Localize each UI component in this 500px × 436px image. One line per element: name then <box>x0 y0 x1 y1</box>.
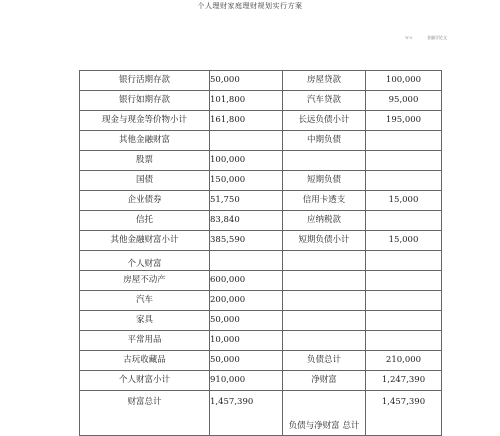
asset-value: 200,000 <box>210 291 283 311</box>
table-row <box>80 211 442 231</box>
liability-value <box>366 331 442 351</box>
table-row <box>80 191 442 211</box>
table-row-total <box>80 391 442 436</box>
liability-label <box>283 331 366 351</box>
liability-value <box>366 211 442 231</box>
liability-label <box>283 271 366 291</box>
asset-total-label: 财富总计 <box>80 391 210 436</box>
liability-value: 1,247,390 <box>366 371 442 391</box>
asset-value <box>210 251 283 271</box>
asset-label: 古玩收藏品 <box>80 351 210 371</box>
liability-label: 中期负债 <box>283 131 366 151</box>
table-row <box>80 351 442 371</box>
asset-value: 101,800 <box>210 91 283 111</box>
liability-value <box>366 311 442 331</box>
asset-value: 50,000 <box>210 311 283 331</box>
table-row <box>80 311 442 331</box>
liability-label: 短期负债 <box>283 171 366 191</box>
asset-label: 房屋不动产 <box>80 271 210 291</box>
liability-total-value: 1,457,390 <box>366 391 442 436</box>
asset-label: 信托 <box>80 211 210 231</box>
asset-total-value: 1,457,390 <box>210 391 283 436</box>
liability-label <box>283 151 366 171</box>
header-note-left: ｗｏ <box>405 35 413 40</box>
asset-label: 其他金融财富 <box>80 131 210 151</box>
table-row <box>80 71 442 91</box>
asset-value: 100,000 <box>210 151 283 171</box>
header-note-right: 金融学论文 <box>427 35 447 40</box>
asset-value: 83,840 <box>210 211 283 231</box>
table-row <box>80 251 442 271</box>
liability-value <box>366 131 442 151</box>
asset-value: 161,800 <box>210 111 283 131</box>
asset-value: 385,590 <box>210 231 283 251</box>
liability-value <box>366 291 442 311</box>
asset-value: 50,000 <box>210 71 283 91</box>
balance-sheet-table <box>79 70 442 436</box>
asset-value <box>210 131 283 151</box>
asset-label: 股票 <box>80 151 210 171</box>
table-row <box>80 371 442 391</box>
asset-label: 银行如期存款 <box>80 91 210 111</box>
asset-label: 银行活期存款 <box>80 71 210 91</box>
asset-label: 现金与现金等价物小计 <box>80 111 210 131</box>
liability-value <box>366 251 442 271</box>
asset-label: 个人财富小计 <box>80 371 210 391</box>
table-row <box>80 91 442 111</box>
asset-label: 企业债券 <box>80 191 210 211</box>
liability-value: 100,000 <box>366 71 442 91</box>
table-row <box>80 131 442 151</box>
liability-label: 房屋贷款 <box>283 71 366 91</box>
liability-total-label: 负债与净财富 总计 <box>283 391 366 436</box>
asset-label: 个人财富 <box>80 251 210 271</box>
page-title: 个人理财家庭理财规划实行方案 <box>197 2 303 10</box>
liability-value <box>366 151 442 171</box>
liability-label: 短期负债小计 <box>283 231 366 251</box>
liability-label: 信用卡透支 <box>283 191 366 211</box>
asset-label: 平常用品 <box>80 331 210 351</box>
liability-label: 汽车贷款 <box>283 91 366 111</box>
table-row <box>80 331 442 351</box>
asset-label: 其他金融财富小计 <box>80 231 210 251</box>
liability-value: 95,000 <box>366 91 442 111</box>
asset-label: 汽车 <box>80 291 210 311</box>
liability-label: 应纳税款 <box>283 211 366 231</box>
liability-value: 15,000 <box>366 231 442 251</box>
table-row <box>80 271 442 291</box>
liability-label: 长远负债小计 <box>283 111 366 131</box>
liability-value: 210,000 <box>366 351 442 371</box>
table-row <box>80 151 442 171</box>
liability-label <box>283 291 366 311</box>
asset-value: 51,750 <box>210 191 283 211</box>
liability-value: 195,000 <box>366 111 442 131</box>
liability-label: 净财富 <box>283 371 366 391</box>
asset-value: 150,000 <box>210 171 283 191</box>
liability-label: 负债总计 <box>283 351 366 371</box>
balance-sheet-body <box>80 71 442 436</box>
liability-value <box>366 171 442 191</box>
asset-label: 国债 <box>80 171 210 191</box>
table-row <box>80 111 442 131</box>
asset-value: 600,000 <box>210 271 283 291</box>
asset-label: 家具 <box>80 311 210 331</box>
asset-value: 910,000 <box>210 371 283 391</box>
asset-value: 50,000 <box>210 351 283 371</box>
table-row <box>80 231 442 251</box>
liability-value <box>366 271 442 291</box>
asset-value: 10,000 <box>210 331 283 351</box>
liability-label <box>283 251 366 271</box>
table-row <box>80 171 442 191</box>
liability-label <box>283 311 366 331</box>
table-row <box>80 291 442 311</box>
liability-value: 15,000 <box>366 191 442 211</box>
